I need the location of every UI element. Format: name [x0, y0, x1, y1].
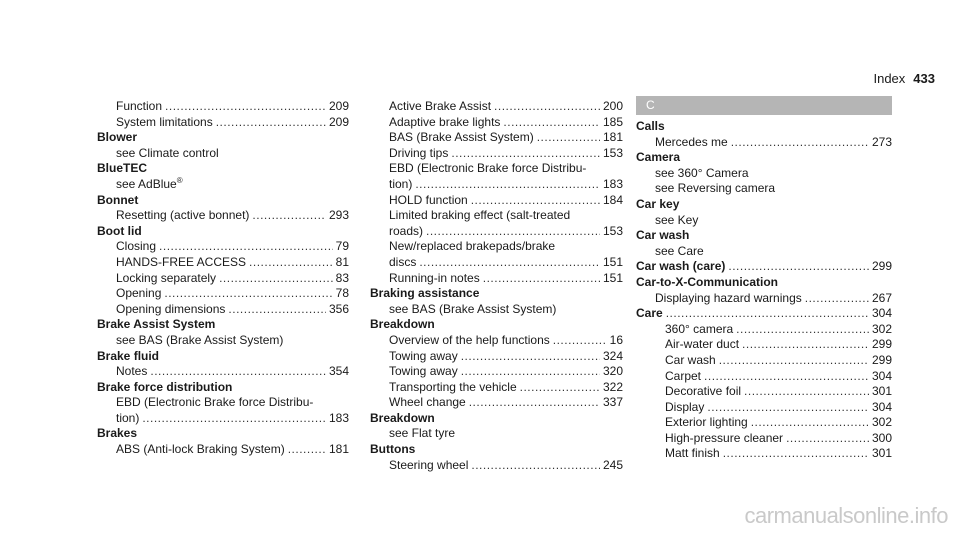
dot-leader [249, 255, 333, 271]
index-reference [636, 166, 892, 182]
entry-page-number: 185 [602, 114, 623, 129]
dot-leader [751, 415, 869, 431]
reference-text: see BAS (Brake Assist System) [389, 301, 557, 316]
entry-page-number: 324 [602, 348, 623, 363]
entry-page-number: 209 [328, 99, 349, 113]
entry-page-number: 267 [871, 290, 892, 305]
index-term: Boot lid [97, 223, 142, 238]
entry-label: Driving tips [389, 145, 449, 160]
entry-page-number: 184 [602, 192, 623, 207]
index-reference [370, 208, 623, 224]
entry-page-number: 183 [328, 410, 349, 425]
index-term: Breakdown [370, 317, 435, 332]
index-term: Car key [636, 196, 680, 211]
index-entry [636, 291, 892, 307]
entry-label: HANDS-FREE ACCESS [116, 254, 247, 269]
footer-logo: carmanualsonline.info [744, 503, 948, 528]
index-reference [370, 426, 623, 442]
index-reference [370, 239, 623, 255]
entry-label: Steering wheel [389, 457, 469, 472]
index-entry [370, 99, 623, 115]
dot-leader [165, 99, 326, 115]
entry-label: Resetting (active bonnet) [116, 208, 250, 223]
entry-label: Car wash [665, 352, 716, 367]
entry-page-number: 81 [335, 254, 349, 269]
entry-page-number: 354 [328, 364, 349, 379]
entry-page-number: 183 [602, 176, 623, 191]
entry-label: Air-water duct [665, 337, 740, 352]
entry-page-number: 299 [871, 337, 892, 352]
index-entry [370, 115, 623, 131]
reference-text: see Care [655, 243, 704, 258]
index-term: Calls [636, 119, 665, 133]
entry-label: Display [665, 399, 705, 414]
entry-label: Carpet [665, 368, 702, 383]
index-term: Brake Assist System [97, 317, 216, 332]
entry-label: Opening dimensions [116, 301, 226, 316]
reference-text: Limited braking effect (salt-treated [389, 208, 571, 223]
entry-page-number: 181 [602, 130, 623, 145]
dot-leader [786, 431, 869, 447]
index-reference [97, 333, 349, 349]
entry-page-number: 151 [602, 254, 623, 269]
index-column-3 [636, 99, 892, 462]
index-entry [636, 337, 892, 353]
dot-leader [288, 442, 326, 458]
entry-page-number: 304 [871, 306, 892, 321]
entry-page-number: 304 [871, 368, 892, 383]
dot-leader [228, 302, 326, 318]
dot-leader [150, 364, 326, 380]
dot-leader [520, 380, 600, 396]
reference-text: see Flat tyre [389, 426, 456, 441]
dot-leader [471, 193, 600, 209]
reference-text: see AdBlue [116, 176, 177, 191]
dot-leader [164, 286, 332, 302]
index-entry [97, 255, 349, 271]
entry-page-number: 78 [335, 286, 349, 301]
dot-leader [483, 271, 600, 287]
dot-leader [537, 130, 600, 146]
index-entry [97, 286, 349, 302]
index-reference [97, 146, 349, 162]
index-entry [636, 369, 892, 385]
dot-leader [142, 411, 326, 427]
dot-leader [704, 369, 869, 385]
section-label: Index [873, 71, 906, 86]
index-entry [370, 177, 623, 193]
entry-label: tion) [116, 410, 140, 425]
index-entry [97, 99, 349, 115]
index-term: Blower [97, 130, 138, 145]
index-entry [370, 349, 623, 365]
entry-label: Overview of the help functions [389, 332, 550, 347]
entry-label: Locking separately [116, 270, 217, 285]
entry-label: HOLD function [389, 192, 468, 207]
entry-label: High-pressure cleaner [665, 430, 784, 445]
index-entry [370, 271, 623, 287]
index-term: Bonnet [97, 192, 139, 207]
index-term-entry [636, 306, 892, 322]
entry-label: 360° camera [665, 321, 734, 336]
index-entry [636, 400, 892, 416]
entry-page-number: 301 [871, 446, 892, 461]
entry-page-number: 301 [871, 384, 892, 399]
index-entry [370, 380, 623, 396]
entry-label: Active Brake Assist [389, 99, 492, 113]
entry-label: Decorative foil [665, 384, 742, 399]
index-reference [636, 213, 892, 229]
entry-page-number: 79 [335, 239, 349, 254]
reference-text: see BAS (Brake Assist System) [116, 332, 284, 347]
entry-label: Adaptive brake lights [389, 114, 501, 129]
dot-leader [451, 146, 600, 162]
index-entry [97, 271, 349, 287]
reference-text: New/replaced brakepads/brake [389, 239, 556, 254]
index-entry [636, 384, 892, 400]
index-entry [370, 255, 623, 271]
entry-label: Opening [116, 286, 162, 301]
index-entry [370, 224, 623, 240]
page-header [873, 71, 935, 86]
index-entry [97, 302, 349, 318]
index-term-entry [636, 259, 892, 275]
index-column-1 [97, 99, 349, 458]
entry-label: tion) [389, 176, 413, 191]
entry-page-number: 337 [602, 395, 623, 410]
reference-text: EBD (Electronic Brake force Distribu- [389, 161, 587, 176]
index-entry [636, 431, 892, 447]
entry-label: Mercedes me [655, 134, 728, 149]
entry-label: Function [116, 99, 163, 113]
index-entry [370, 364, 623, 380]
entry-page-number: 293 [328, 208, 349, 223]
dot-leader [736, 322, 869, 338]
dot-leader [461, 349, 600, 365]
entry-page-number: 299 [871, 352, 892, 367]
dot-leader [742, 337, 869, 353]
index-term: Braking assistance [370, 286, 480, 301]
index-entry [636, 415, 892, 431]
index-term: Buttons [370, 442, 416, 457]
index-entry [97, 364, 349, 380]
dot-leader [252, 208, 326, 224]
dot-leader [805, 291, 869, 307]
index-entry [636, 322, 892, 338]
index-entry [370, 146, 623, 162]
index-entry [636, 446, 892, 462]
entry-label: Wheel change [389, 395, 466, 410]
dot-leader [553, 333, 607, 349]
entry-page-number: 153 [602, 145, 623, 160]
dot-leader [723, 446, 869, 462]
page-number: 433 [913, 71, 935, 86]
index-term: Brake fluid [97, 348, 160, 363]
index-entry [370, 395, 623, 411]
reference-text: see Key [655, 212, 699, 227]
dot-leader [159, 239, 333, 255]
entry-label: ABS (Anti-lock Braking System) [116, 442, 285, 457]
reference-text: EBD (Electronic Brake force Distribu- [116, 395, 314, 410]
index-term: Breakdown [370, 410, 435, 425]
index-term: Car wash [636, 228, 690, 243]
entry-label: Notes [116, 364, 148, 379]
dot-leader [503, 115, 600, 131]
registered-mark: ® [176, 175, 183, 185]
entry-page-number: 304 [871, 399, 892, 414]
index-column-2 [370, 99, 623, 473]
dot-leader [415, 177, 600, 193]
index-reference [636, 244, 892, 260]
index-entry [370, 193, 623, 209]
entry-label: Matt finish [665, 446, 720, 461]
dot-leader [469, 395, 600, 411]
entry-label: System limitations [116, 114, 213, 129]
entry-page-number: 83 [335, 270, 349, 285]
index-reference [97, 395, 349, 411]
entry-label: Displaying hazard warnings [655, 290, 802, 305]
index-term: Car-to-X-Communication [636, 274, 778, 289]
reference-text: see Reversing camera [655, 181, 776, 196]
dot-leader [419, 255, 600, 271]
entry-label: Car wash (care) [636, 259, 726, 274]
dot-leader [426, 224, 600, 240]
reference-text: see 360° Camera [655, 165, 749, 180]
index-reference [636, 181, 892, 197]
dot-leader [719, 353, 869, 369]
dot-leader [219, 271, 333, 287]
entry-page-number: 302 [871, 321, 892, 336]
entry-label: Towing away [389, 348, 458, 363]
reference-text: see Climate control [116, 145, 219, 160]
index-entry [97, 411, 349, 427]
dot-leader [731, 135, 869, 151]
index-reference [370, 302, 623, 318]
entry-label: roads) [389, 223, 424, 238]
index-letter-heading: C [636, 96, 892, 115]
index-term: Camera [636, 150, 681, 165]
entry-page-number: 245 [602, 457, 623, 472]
entry-label: Exterior lighting [665, 415, 748, 430]
dot-leader [707, 400, 869, 416]
entry-page-number: 300 [871, 430, 892, 445]
entry-page-number: 151 [602, 270, 623, 285]
entry-page-number: 320 [602, 364, 623, 379]
index-entry [97, 442, 349, 458]
dot-leader [471, 458, 600, 474]
entry-label: Closing [116, 239, 157, 254]
index-entry [370, 130, 623, 146]
index-entry [97, 115, 349, 131]
index-entry [97, 208, 349, 224]
dot-leader [728, 259, 869, 275]
dot-leader [744, 384, 869, 400]
entry-page-number: 16 [609, 332, 623, 347]
entry-label: discs [389, 254, 417, 269]
entry-label: BAS (Brake Assist System) [389, 130, 534, 145]
index-term: Brakes [97, 426, 138, 441]
index-entry [370, 458, 623, 474]
entry-label: Running-in notes [389, 270, 480, 285]
entry-page-number: 181 [328, 442, 349, 457]
index-term: BlueTEC [97, 161, 148, 176]
dot-leader [216, 115, 326, 131]
entry-page-number: 356 [328, 301, 349, 316]
entry-page-number: 299 [871, 259, 892, 274]
entry-page-number: 209 [328, 114, 349, 129]
index-entry [636, 353, 892, 369]
entry-page-number: 200 [602, 99, 623, 113]
index-entry [636, 135, 892, 151]
entry-label: Care [636, 306, 663, 321]
index-entry [97, 239, 349, 255]
entry-label: Transporting the vehicle [389, 379, 517, 394]
entry-page-number: 302 [871, 415, 892, 430]
index-entry [370, 333, 623, 349]
dot-leader [494, 99, 600, 115]
entry-page-number: 153 [602, 223, 623, 238]
dot-leader [666, 306, 869, 322]
index-reference [370, 161, 623, 177]
entry-page-number: 322 [602, 379, 623, 394]
dot-leader [461, 364, 600, 380]
entry-page-number: 273 [871, 134, 892, 149]
index-term: Brake force distribution [97, 379, 233, 394]
entry-label: Towing away [389, 364, 458, 379]
index-reference [97, 177, 349, 193]
